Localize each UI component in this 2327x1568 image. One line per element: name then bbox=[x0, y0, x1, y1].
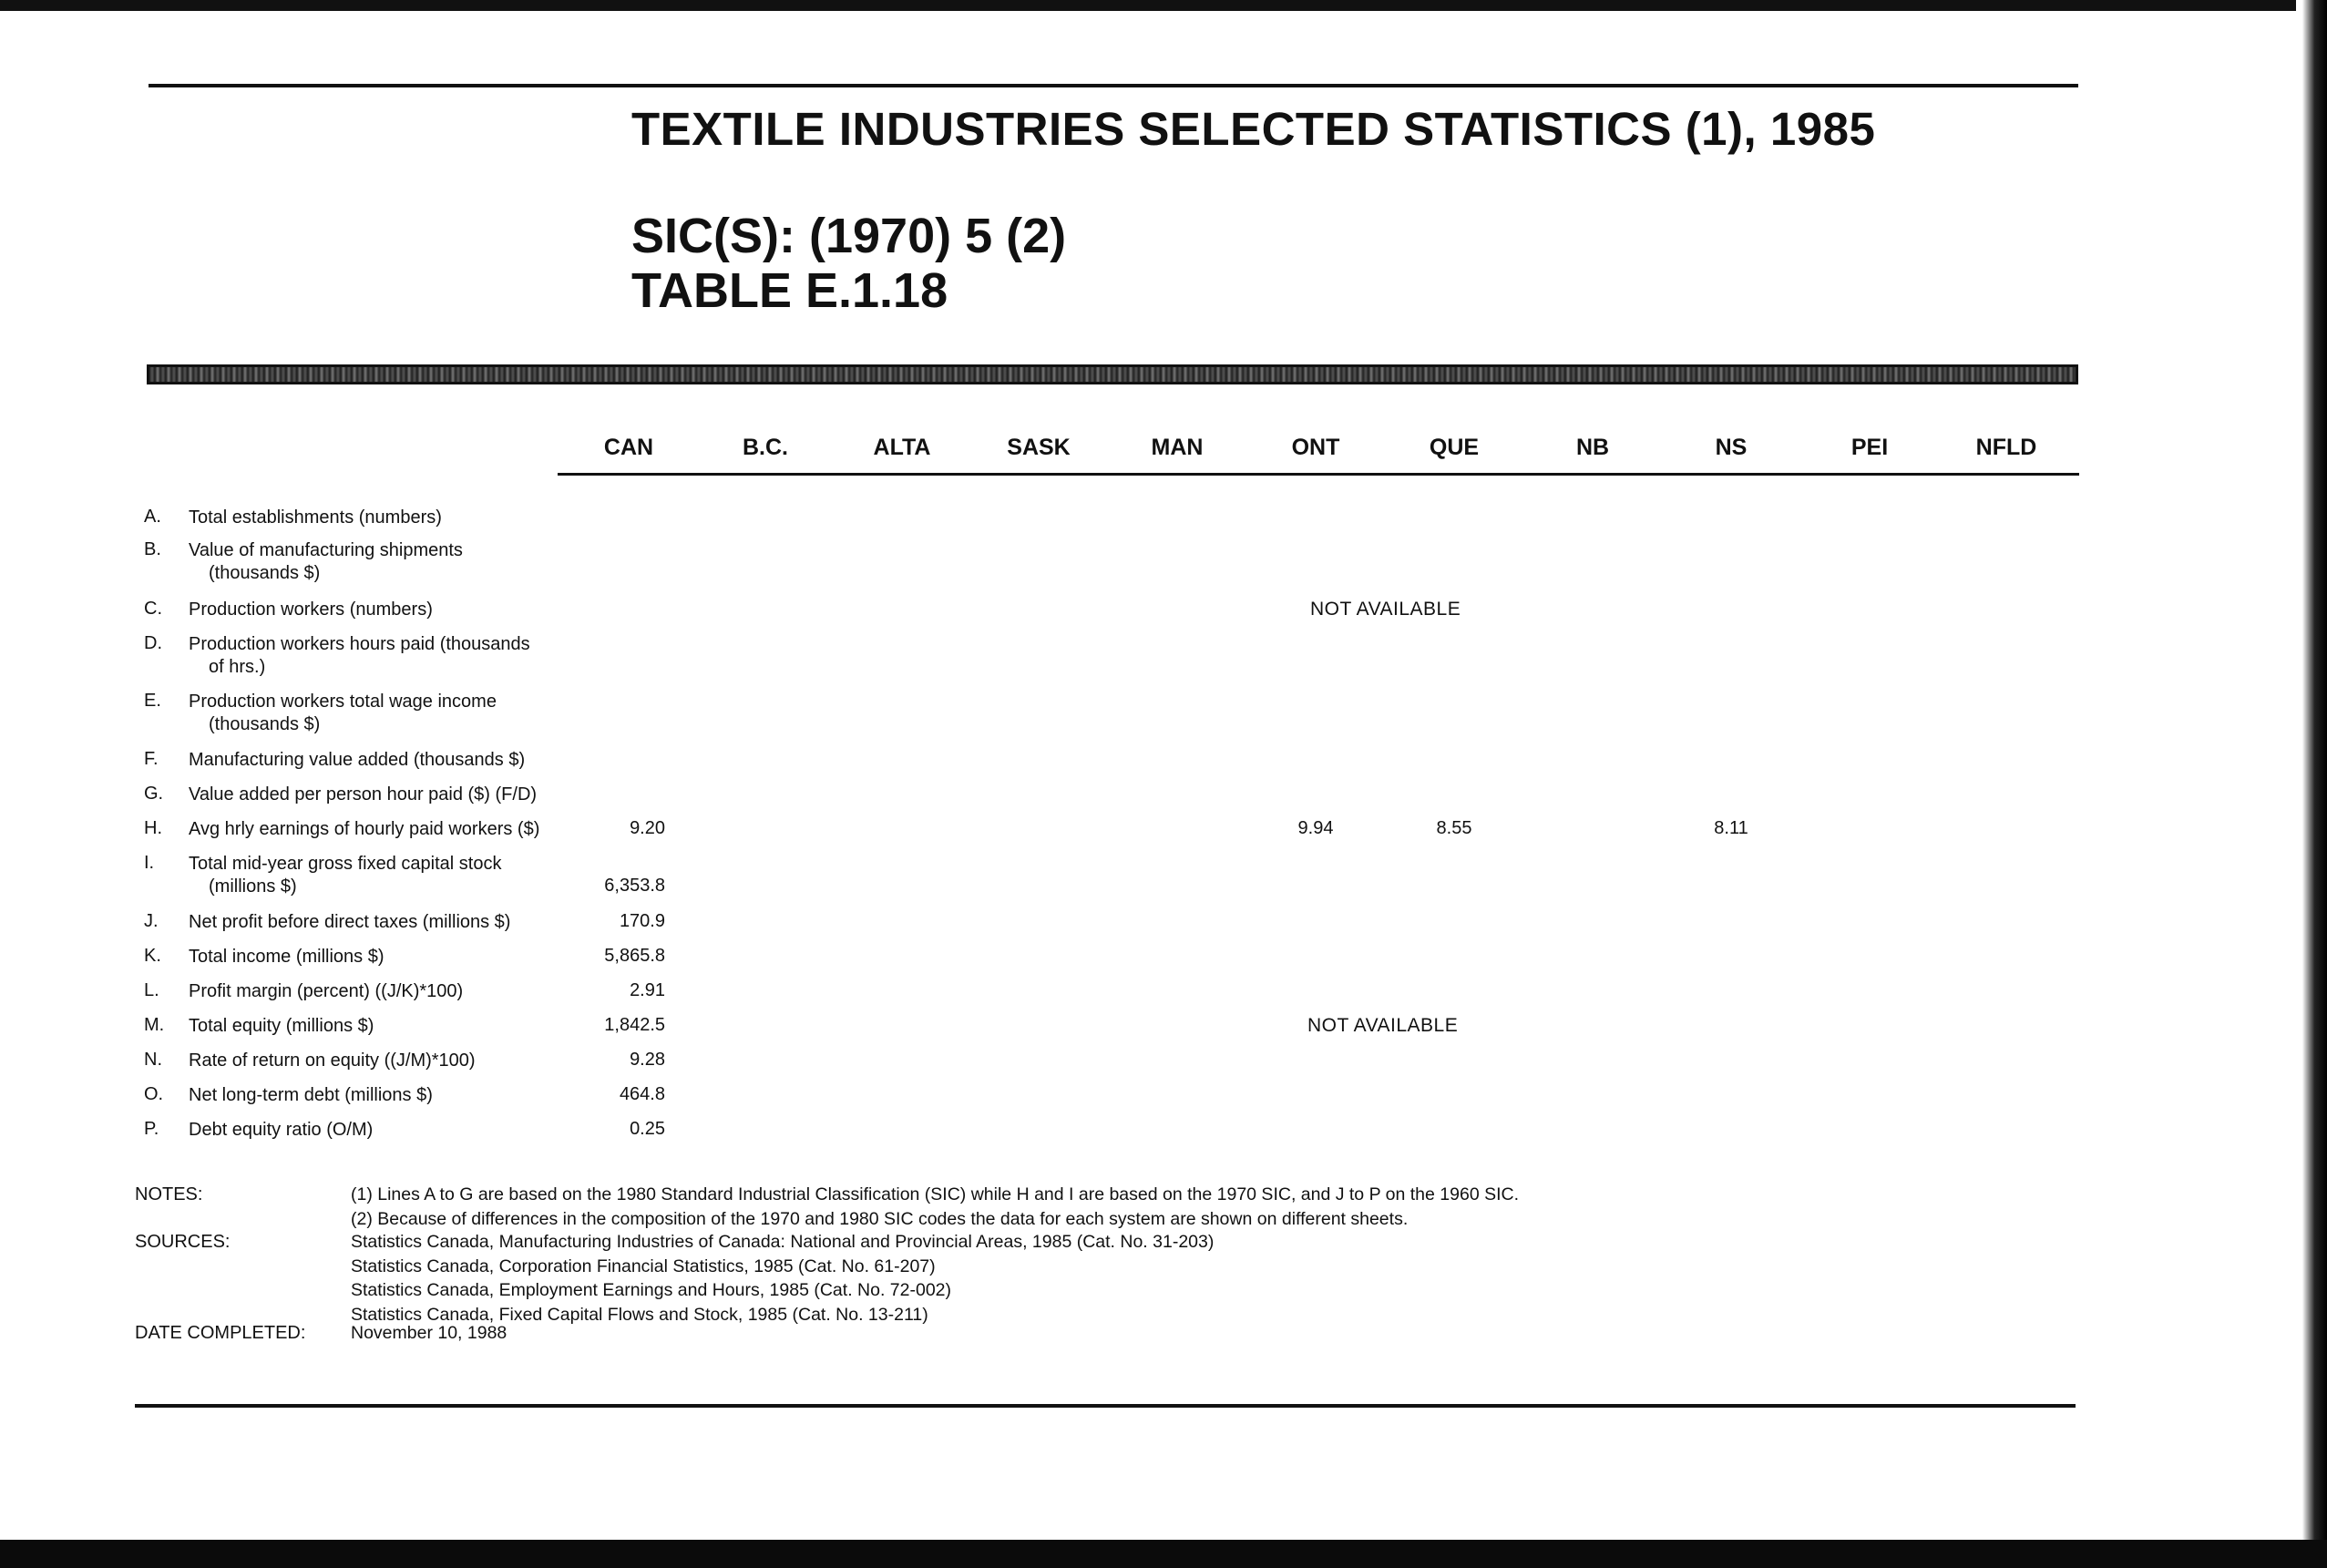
row-label: Avg hrly earnings of hourly paid workers ($) bbox=[189, 819, 540, 839]
decorative-bar bbox=[147, 364, 2078, 384]
cell-can: 9.28 bbox=[630, 1050, 665, 1070]
row-label: Value of manufacturing shipments bbox=[189, 540, 463, 560]
cell-can: 1,842.5 bbox=[604, 1015, 665, 1035]
row-letter: P. bbox=[144, 1119, 159, 1139]
cell-que: 8.55 bbox=[1436, 818, 1472, 838]
row-label: Total equity (millions $) bbox=[189, 1016, 374, 1036]
row-label: Debt equity ratio (O/M) bbox=[189, 1120, 374, 1140]
row-label: Net long-term debt (millions $) bbox=[189, 1085, 433, 1105]
sources-list bbox=[351, 1230, 1214, 1327]
column-header-can: CAN bbox=[603, 435, 654, 460]
column-header-nfld: NFLD bbox=[1975, 435, 2037, 460]
source-line: Statistics Canada, Fixed Capital Flows and Stock, 1985 (Cat. No. 13-211) bbox=[351, 1304, 928, 1325]
date-completed-label: DATE COMPLETED: bbox=[135, 1323, 306, 1343]
row-label: (thousands $) bbox=[209, 563, 321, 583]
column-header-que: QUE bbox=[1429, 435, 1480, 460]
source-line: Statistics Canada, Employment Earnings and Hours, 1985 (Cat. No. 72-002) bbox=[351, 1280, 952, 1300]
scan-edge-right bbox=[2296, 0, 2327, 1568]
row-label: Profit margin (percent) ((J/K)*100) bbox=[189, 981, 464, 1001]
notes-label: NOTES: bbox=[135, 1184, 203, 1204]
row-letter: I. bbox=[144, 853, 155, 873]
column-header-sask: SASK bbox=[1007, 435, 1071, 460]
column-header-alta: ALTA bbox=[873, 435, 931, 460]
top-rule bbox=[149, 84, 2078, 87]
row-letter: C. bbox=[144, 599, 162, 619]
row-letter: D. bbox=[144, 633, 162, 653]
row-label: Total mid-year gross fixed capital stock bbox=[189, 854, 502, 874]
row-letter: N. bbox=[144, 1050, 162, 1070]
cell-can: 2.91 bbox=[630, 980, 665, 1000]
row-letter: G. bbox=[144, 784, 164, 804]
column-header-ont: ONT bbox=[1291, 435, 1340, 460]
scan-edge-top bbox=[0, 0, 2327, 11]
cell-can: 9.20 bbox=[630, 818, 665, 838]
scan-edge-bottom bbox=[0, 1540, 2327, 1568]
cell-can: 0.25 bbox=[630, 1119, 665, 1139]
row-letter: A. bbox=[144, 507, 161, 527]
cell-ns: 8.11 bbox=[1714, 818, 1748, 838]
row-label: Production workers hours paid (thousands bbox=[189, 634, 530, 654]
row-label: Manufacturing value added (thousands $) bbox=[189, 750, 526, 770]
table-id: TABLE E.1.18 bbox=[631, 263, 948, 318]
date-completed-value: November 10, 1988 bbox=[351, 1323, 507, 1343]
cell-can: 5,865.8 bbox=[604, 946, 665, 966]
row-letter: K. bbox=[144, 946, 161, 966]
source-line: Statistics Canada, Manufacturing Industries of Canada: National and Provincial Areas, 1985 (Cat. No. 31-203) bbox=[351, 1232, 1215, 1252]
cell-can: 170.9 bbox=[619, 911, 665, 931]
row-label: Value added per person hour paid ($) (F/D) bbox=[189, 784, 538, 804]
row-letter: M. bbox=[144, 1015, 165, 1035]
column-header-bc: B.C. bbox=[743, 435, 788, 460]
cell-can: 6,353.8 bbox=[604, 876, 665, 896]
cell-ont: 9.94 bbox=[1297, 818, 1334, 838]
cell-can: 464.8 bbox=[619, 1084, 665, 1104]
row-letter: J. bbox=[144, 911, 159, 931]
row-letter: E. bbox=[144, 691, 161, 711]
row-label: Total income (millions $) bbox=[189, 947, 384, 967]
row-letter: H. bbox=[144, 818, 162, 838]
column-header-pei: PEI bbox=[1850, 435, 1889, 460]
sic-code: SIC(S): (1970) 5 (2) bbox=[631, 209, 1067, 263]
row-label: Rate of return on equity ((J/M)*100) bbox=[189, 1050, 476, 1071]
document-title: TEXTILE INDUSTRIES SELECTED STATISTICS (1), 1985 bbox=[631, 103, 1876, 155]
source-line: Statistics Canada, Corporation Financial Statistics, 1985 (Cat. No. 61-207) bbox=[351, 1255, 936, 1276]
column-header-man: MAN bbox=[1151, 435, 1204, 460]
row-letter: B. bbox=[144, 539, 161, 559]
row-letter: F. bbox=[144, 749, 159, 769]
row-label: Production workers total wage income bbox=[189, 692, 497, 712]
row-letter: L. bbox=[144, 980, 159, 1000]
row-label: (thousands $) bbox=[209, 714, 321, 734]
not-available-note: NOT AVAILABLE bbox=[1310, 599, 1461, 620]
row-label: Total establishments (numbers) bbox=[189, 507, 442, 528]
notes-list bbox=[351, 1183, 1519, 1231]
column-header-nb: NB bbox=[1575, 435, 1610, 460]
not-available-note: NOT AVAILABLE bbox=[1307, 1015, 1459, 1036]
row-letter: O. bbox=[144, 1084, 164, 1104]
bottom-rule bbox=[135, 1404, 2076, 1408]
note-line: (1) Lines A to G are based on the 1980 Standard Industrial Classification (SIC) while H and I are based on the 1970 SIC, and J to P on the 1960 SIC. bbox=[351, 1184, 1520, 1204]
row-label: Net profit before direct taxes (millions $) bbox=[189, 912, 511, 932]
column-header-ns: NS bbox=[1715, 435, 1748, 460]
row-label: Production workers (numbers) bbox=[189, 600, 433, 620]
row-label: (millions $) bbox=[209, 876, 297, 897]
header-rule bbox=[558, 473, 2079, 476]
row-label: of hrs.) bbox=[209, 657, 266, 677]
sources-label: SOURCES: bbox=[135, 1232, 231, 1252]
note-line: (2) Because of differences in the composition of the 1970 and 1980 SIC codes the data for each system are shown on different sheets. bbox=[351, 1208, 1409, 1229]
